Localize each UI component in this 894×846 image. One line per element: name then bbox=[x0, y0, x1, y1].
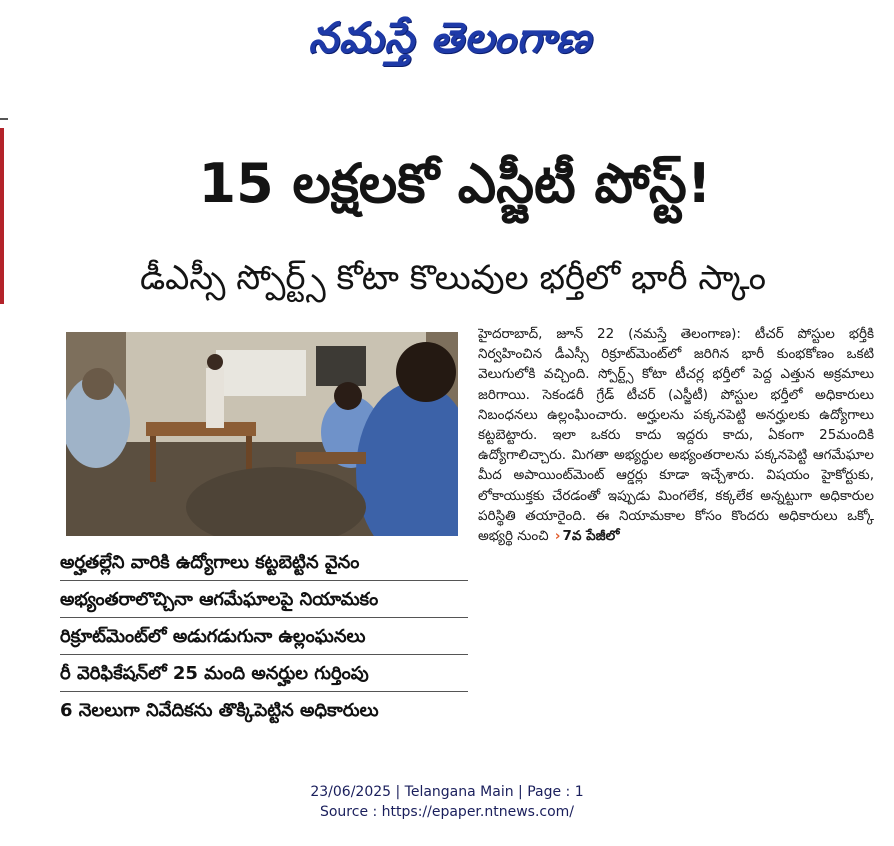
footer-edition-info: 23/06/2025 | Telangana Main | Page : 1 bbox=[310, 784, 584, 800]
page-footer bbox=[0, 782, 894, 822]
highlight-item: అభ్యంతరాలొచ్చినా ఆగమేఘాలపై నియామకం bbox=[60, 583, 468, 618]
classroom-photo bbox=[66, 332, 458, 536]
continue-arrow-icon: › bbox=[554, 528, 561, 545]
article-highlights-list bbox=[60, 546, 468, 730]
continued-page-link[interactable]: 7వ పేజీలో bbox=[562, 528, 620, 545]
classroom-photo-illustration bbox=[66, 332, 458, 536]
article-body bbox=[478, 324, 874, 744]
page-edge-color-strip bbox=[0, 128, 4, 304]
article-subheadline: డీఎస్సీ స్పోర్ట్స్ కోటా కొలువుల భర్తీలో భారీ స్కాం bbox=[139, 258, 767, 298]
article-headline: 15 లక్షలకో ఎస్జీటీ పోస్ట్! bbox=[198, 152, 712, 215]
article-dateline: హైదరాబాద్, జూన్ 22 (నమస్తే తెలంగాణ): bbox=[478, 326, 741, 342]
highlight-item: రిక్రూట్‌మెంట్‌లో అడుగడుగునా ఉల్లంఘనలు bbox=[60, 620, 468, 655]
footer-source-link[interactable]: Source : https://epaper.ntnews.com/ bbox=[319, 804, 575, 820]
newspaper-masthead: నమస్తే తెలంగాణ bbox=[308, 13, 592, 62]
article-body-text: టీచర్ పోస్టుల భర్తీకి నిర్వహించిన డీఎస్సీ రిక్రూట్‌మెంట్‌లో జరిగిన భారీ కుంభకోణం ఒకటి వెలుగులోకి వచ్చింది. స్పోర్ట్స్ కోటా టీచర్ల భర్తీలో పెద్ద ఎత్తున అక్రమాలు జరిగాయి. సెకండరీ గ్రేడ్ టీచర్ (ఎస్జీటీ) పోస్టుల భర్తీలో అధికారులు నిబంధనలు ఉల్లంఘించారు. అర్హులను పక్కనపెట్టి అనర్హులకు ఉద్యోగాలు కట్టబెట్టారు. ఇలా ఒకరు కాదు ఇద్దరు కాదు, ఏకంగా 25మందికి ఉద్యోగాలిచ్చారు. మిగతా అభ్యర్థుల అభ్యంతరాలను పక్కనపెట్టి ఆగమేఘాల మీద అపాయింట్‌మెంట్ ఆర్డర్లు కూడా ఇచ్చేశారు. విషయం హైకోర్టుకు, లోకాయుక్తకు చేరడంతో ఇప్పుడు మింగలేక, కక్కలేక అన్నట్టుగా అధికారుల పరిస్థితి తయారైంది. ఈ నియామకాల కోసం కొందరు అధికారులు ఒక్కో అభ్యర్థి నుంచి bbox=[478, 326, 874, 545]
highlight-item: అర్హతల్లేని వారికి ఉద్యోగాలు కట్టబెట్టిన వైనం bbox=[60, 546, 468, 581]
highlight-item: రీ వెరిఫికేషన్‌లో 25 మంది అనర్హుల గుర్తింపు bbox=[60, 657, 468, 692]
highlight-item: 6 నెలలుగా నివేదికను తొక్కిపెట్టిన అధికారులు bbox=[60, 700, 379, 721]
